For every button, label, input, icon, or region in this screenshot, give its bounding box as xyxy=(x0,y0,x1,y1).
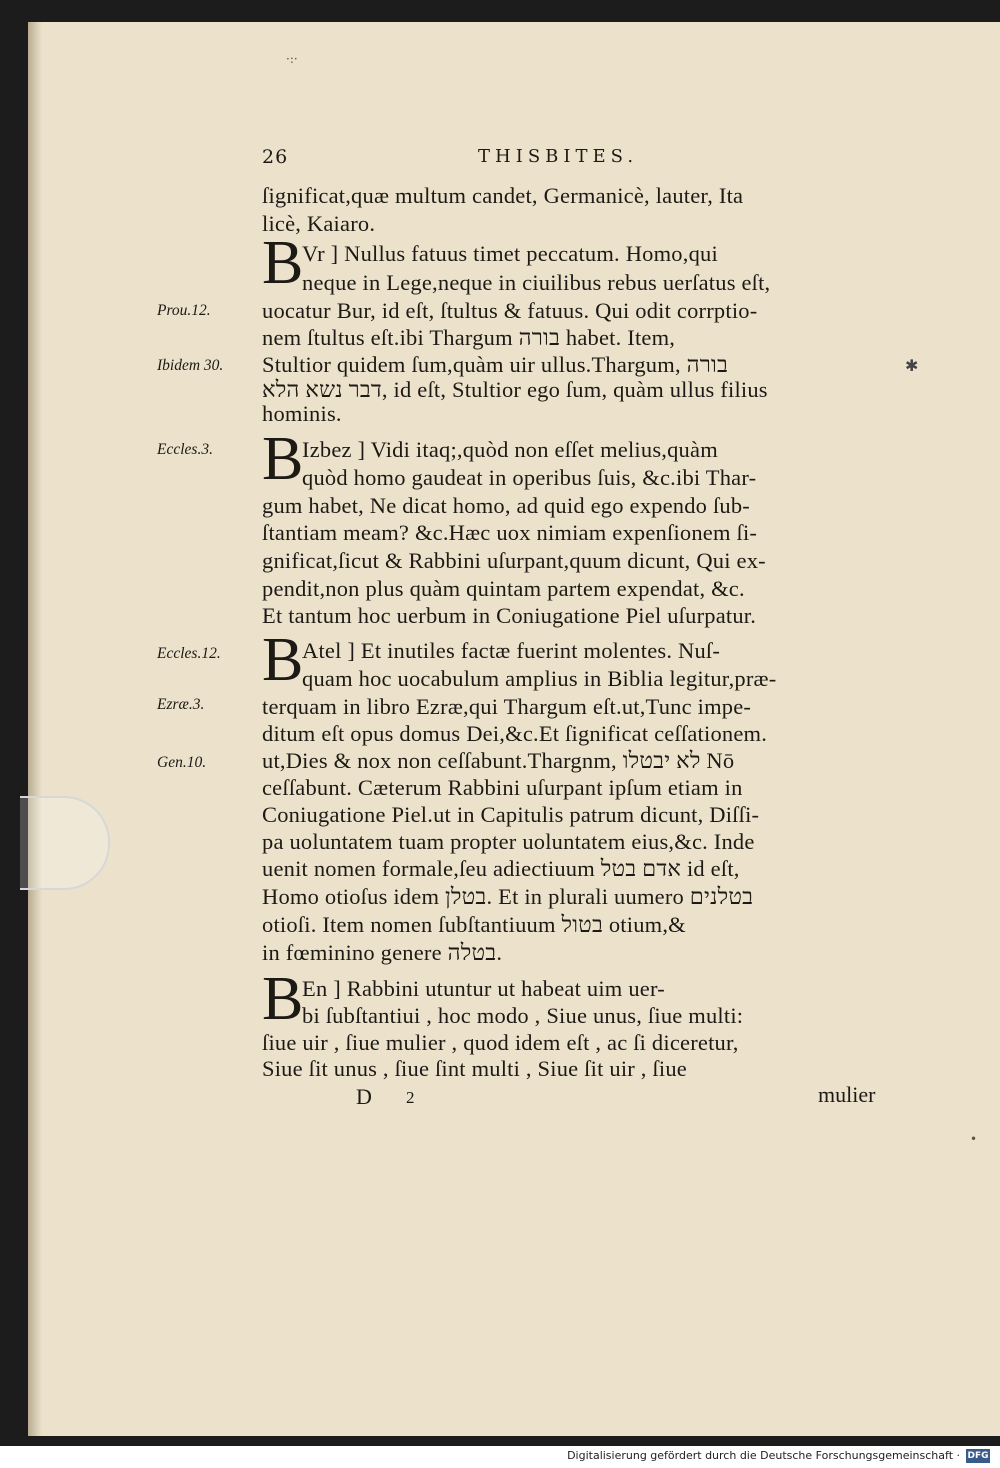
text-line: Coniugatione Piel.ut in Capitulis patrum dicunt, Diſſi- xyxy=(262,802,760,827)
text-line: in fœminino genere בטלה. xyxy=(262,940,503,965)
text-line: nem ſtultus eſt.ibi Thargum בורה habet. Item, xyxy=(262,325,676,350)
drop-cap: B xyxy=(262,425,304,493)
text-line: דבר נשא הלא, id eſt, Stultior ego ſum, quàm ullus filius xyxy=(262,377,768,402)
text-line: quòd homo gaudeat in operibus ſuis, &c.ibi Thar- xyxy=(302,465,757,490)
text-line: gum habet, Ne dicat homo, ad quid ego expendo ſub- xyxy=(262,493,751,518)
paper-speck: • xyxy=(970,1132,978,1146)
text-line: ut,Dies & nox non ceſſabunt.Thargnm, לא יבטלו Nō xyxy=(262,748,735,773)
text-line: Stultior quidem ſum,quàm uir ullus.Thargum, בורה xyxy=(262,352,729,377)
drop-cap: B xyxy=(262,229,304,297)
text-line: uocatur Bur, id eſt, ſtultus & fatuus. Qui odit corrptio- xyxy=(262,298,758,323)
text-line: ceſſabunt. Cæterum Rabbini uſurpant ipſum etiam in xyxy=(262,775,743,800)
drop-cap: B xyxy=(262,626,304,694)
signature-mark-number: 2 xyxy=(406,1088,415,1107)
margin-note: Prou.12. xyxy=(157,302,211,319)
page-gutter-shadow xyxy=(28,22,42,1436)
text-line: gnificat,ſicut & Rabbini uſurpant,quum dicunt, Qui ex- xyxy=(262,548,766,573)
running-title: THISBITES. xyxy=(478,146,639,167)
text-line: ditum eſt opus domus Dei,&c.Et ſignificat ceſſationem. xyxy=(262,721,768,746)
text-line: Homo otioſus idem בטלן. Et in plurali uumero בטלנים xyxy=(262,884,754,909)
text-line: ſiue uir , ſiue mulier , quod idem eſt , ac ſi diceretur, xyxy=(262,1030,739,1055)
text-line: neque in Lege,neque in ciuilibus rebus uerſatus eſt, xyxy=(302,270,771,295)
text-line: Izbez ] Vidi itaq;,quòd non eſſet melius,quàm xyxy=(302,437,718,462)
text-line: Vr ] Nullus fatuus timet peccatum. Homo,qui xyxy=(302,241,718,266)
text-line: quam hoc uocabulum amplius in Biblia legitur,præ- xyxy=(302,666,777,691)
text-line: pa uoluntatem tuam propter uoluntatem eius,&c. Inde xyxy=(262,829,755,854)
text-line: otioſi. Item nomen ſubſtantiuum בטול otium,& xyxy=(262,912,686,937)
page-clip xyxy=(20,796,110,890)
dfg-logo-icon: DFG xyxy=(967,1451,989,1461)
catchword: mulier xyxy=(818,1082,876,1107)
margin-note: Gen.10. xyxy=(157,754,207,771)
text-line: ſtantiam meam? &c.Hæc uox nimiam expenſionem ſi- xyxy=(262,520,758,545)
text-line: terquam in libro Ezræ,qui Thargum eſt.ut,Tunc impe- xyxy=(262,694,752,719)
margin-note: Eccles.12. xyxy=(157,645,221,662)
footer-credit: Digitalisierung gefördert durch die Deutsche Forschungsgemeinschaft · xyxy=(567,1449,960,1462)
ink-smudge: ✱ xyxy=(905,356,919,375)
text-line: Atel ] Et inutiles factæ fuerint molentes. Nuſ- xyxy=(302,638,721,663)
drop-cap: B xyxy=(262,965,304,1033)
margin-note: Eccles.3. xyxy=(157,441,213,458)
text-line: licè, Kaiaro. xyxy=(262,211,376,236)
text-line: uenit nomen formale,ſeu adiectiuum אדם בטל id eſt, xyxy=(262,856,740,881)
text-line: En ] Rabbini utuntur ut habeat uim uer- xyxy=(302,976,665,1001)
margin-note: Ezræ.3. xyxy=(157,696,205,713)
page-number: 26 xyxy=(262,146,289,168)
text-line: pendit,non plus quàm quintam partem expendat, &c. xyxy=(262,576,745,601)
digitization-footer xyxy=(0,1446,1000,1468)
text-line: Et tantum hoc uerbum in Coniugatione Piel uſurpatur. xyxy=(262,603,757,628)
text-line: ſignificat,quæ multum candet, Germanicè, lauter, Ita xyxy=(262,183,744,208)
text-line: hominis. xyxy=(262,401,342,426)
text-line: Siue ſit unus , ſiue ſint multi , Siue ſit uir , ſiue xyxy=(262,1056,687,1081)
text-line: bi ſubſtantiui , hoc modo , Siue unus, ſiue multi: xyxy=(302,1003,744,1028)
ink-speck: ·:· xyxy=(286,52,298,66)
signature-mark-letter: D xyxy=(356,1084,372,1109)
margin-note: Ibidem 30. xyxy=(157,357,224,374)
